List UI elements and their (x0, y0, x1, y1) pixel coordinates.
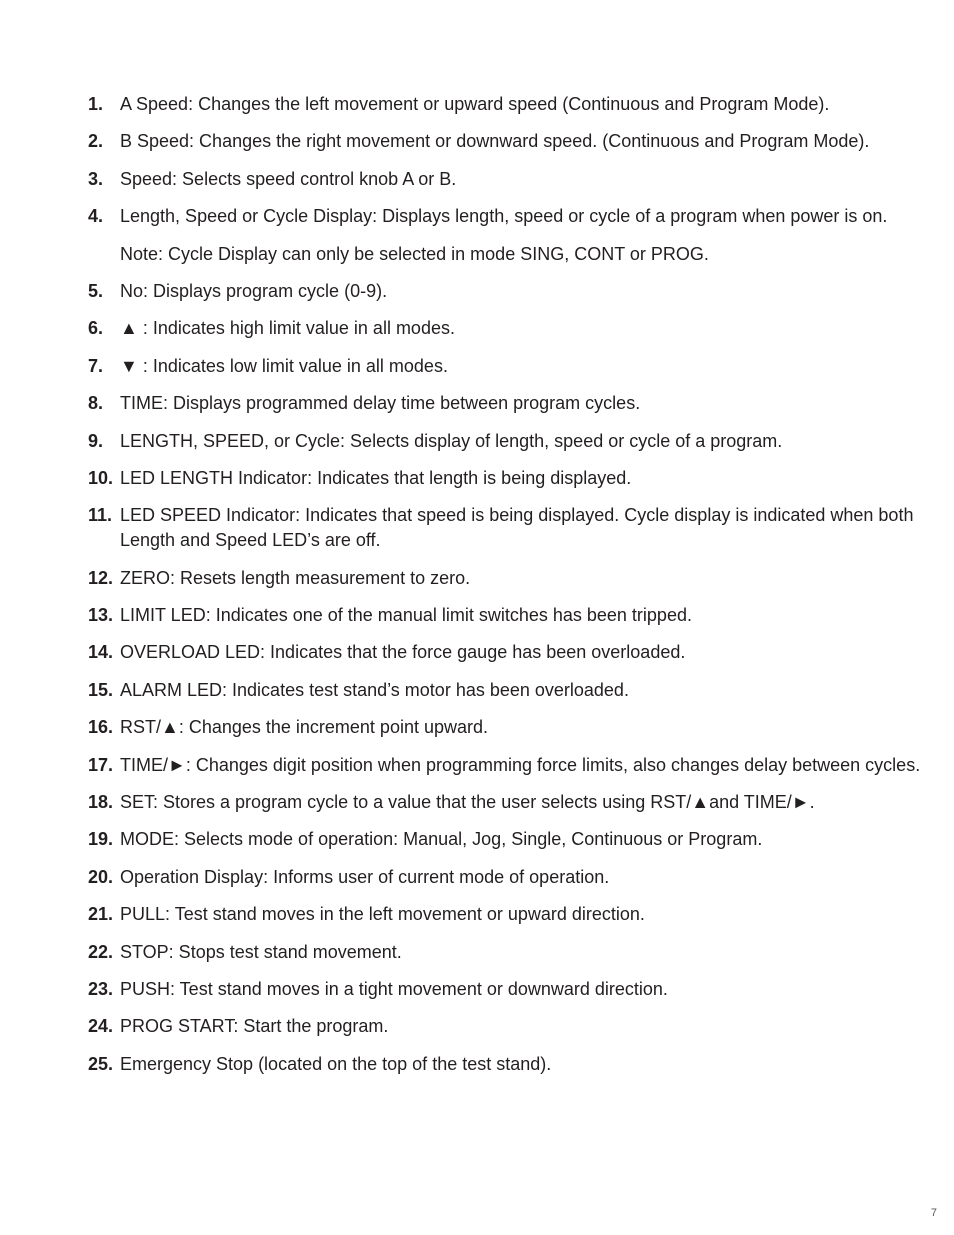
item-number: 16. (88, 717, 114, 738)
list-item (88, 92, 928, 117)
item-text: PROG START: Start the program. (120, 1016, 389, 1037)
item-text: Speed: Selects speed control knob A or B. (120, 168, 457, 189)
item-text: PUSH: Test stand moves in a tight movement or downward direction. (120, 978, 668, 999)
list-item (88, 167, 928, 192)
item-text: ZERO: Resets length measurement to zero. (120, 567, 471, 588)
item-number: 20. (88, 866, 114, 887)
item-number: 11. (88, 505, 113, 526)
list-item (88, 790, 928, 815)
list-item (88, 279, 928, 304)
item-number: 2. (88, 131, 104, 152)
item-text: LED SPEED Indicator: Indicates that speed is being displayed. Cycle display is indicated when both Length and Speed LED’s are off. (120, 505, 914, 551)
list-item (88, 753, 928, 778)
item-text: PULL: Test stand moves in the left movement or upward direction. (120, 904, 645, 925)
cycle-display-note: Note: Cycle Display can only be selected in mode SING, CONT or PROG. (120, 243, 709, 264)
item-number: 1. (88, 94, 104, 114)
list-item (88, 129, 928, 154)
numbered-list (88, 92, 928, 1089)
item-text: ▲ : Indicates high limit value in all modes. (120, 318, 455, 339)
list-item (88, 204, 928, 229)
list-item (88, 354, 928, 379)
item-number: 9. (88, 430, 104, 451)
list-item (88, 391, 928, 416)
item-text: ALARM LED: Indicates test stand’s motor has been overloaded. (120, 679, 629, 700)
item-text: LENGTH, SPEED, or Cycle: Selects display of length, speed or cycle of a program. (120, 430, 783, 451)
item-number: 12. (88, 567, 114, 588)
list-item (88, 566, 928, 591)
item-number: 6. (88, 318, 104, 339)
item-number: 10. (88, 467, 114, 488)
list-item (88, 503, 928, 553)
item-text: A Speed: Changes the left movement or upward speed (Continuous and Program Mode). (120, 94, 830, 114)
item-text: MODE: Selects mode of operation: Manual, Jog, Single, Continuous or Program. (120, 829, 763, 850)
item-text: Emergency Stop (located on the top of the test stand). (120, 1053, 552, 1074)
item-text: B Speed: Changes the right movement or downward speed. (Continuous and Program Mode). (120, 131, 870, 152)
list-item (88, 902, 928, 927)
list-item (88, 1014, 928, 1039)
item-number: 14. (88, 642, 114, 663)
item-text: TIME: Displays programmed delay time between program cycles. (120, 393, 641, 414)
item-text: TIME/►: Changes digit position when programming force limits, also changes delay between cycles. (120, 754, 921, 775)
item-text: ▼ : Indicates low limit value in all modes. (120, 355, 448, 376)
item-text: No: Displays program cycle (0-9). (120, 280, 388, 301)
item-number: 25. (88, 1053, 114, 1074)
list-item (88, 940, 928, 965)
list-item (88, 429, 928, 454)
item-number: 5. (88, 280, 104, 301)
item-number: 7. (88, 355, 104, 376)
item-text: OVERLOAD LED: Indicates that the force gauge has been overloaded. (120, 642, 686, 663)
page-number: 7 (930, 1207, 937, 1219)
item-text: LED LENGTH Indicator: Indicates that length is being displayed. (120, 467, 632, 488)
item-number: 8. (88, 393, 104, 414)
item-number: 3. (88, 168, 104, 189)
list-item (88, 977, 928, 1002)
item-number: 21. (88, 904, 114, 925)
item-text: STOP: Stops test stand movement. (120, 941, 402, 962)
list-item (88, 316, 928, 341)
item-text: LIMIT LED: Indicates one of the manual limit switches has been tripped. (120, 605, 692, 626)
item-text: Operation Display: Informs user of current mode of operation. (120, 866, 610, 887)
item-text: RST/▲: Changes the increment point upward. (120, 717, 488, 738)
item-text: Length, Speed or Cycle Display: Displays length, speed or cycle of a program when power is on. (120, 206, 888, 227)
list-item (88, 715, 928, 740)
item-text: SET: Stores a program cycle to a value that the user selects using RST/▲and TIME/►. (120, 792, 815, 813)
list-item (88, 466, 928, 491)
list-item (88, 678, 928, 703)
item-number: 17. (88, 754, 114, 775)
item-number: 19. (88, 829, 114, 850)
list-item (88, 865, 928, 890)
item-number: 18. (88, 792, 114, 813)
list-item (88, 603, 928, 628)
item-number: 22. (88, 941, 114, 962)
item-number: 24. (88, 1016, 114, 1037)
list-item (88, 640, 928, 665)
item-number: 4. (88, 206, 104, 227)
item-number: 23. (88, 978, 114, 999)
list-item (88, 827, 928, 852)
list-item (88, 1052, 928, 1077)
item-number: 15. (88, 679, 114, 700)
item-number: 13. (88, 605, 114, 626)
